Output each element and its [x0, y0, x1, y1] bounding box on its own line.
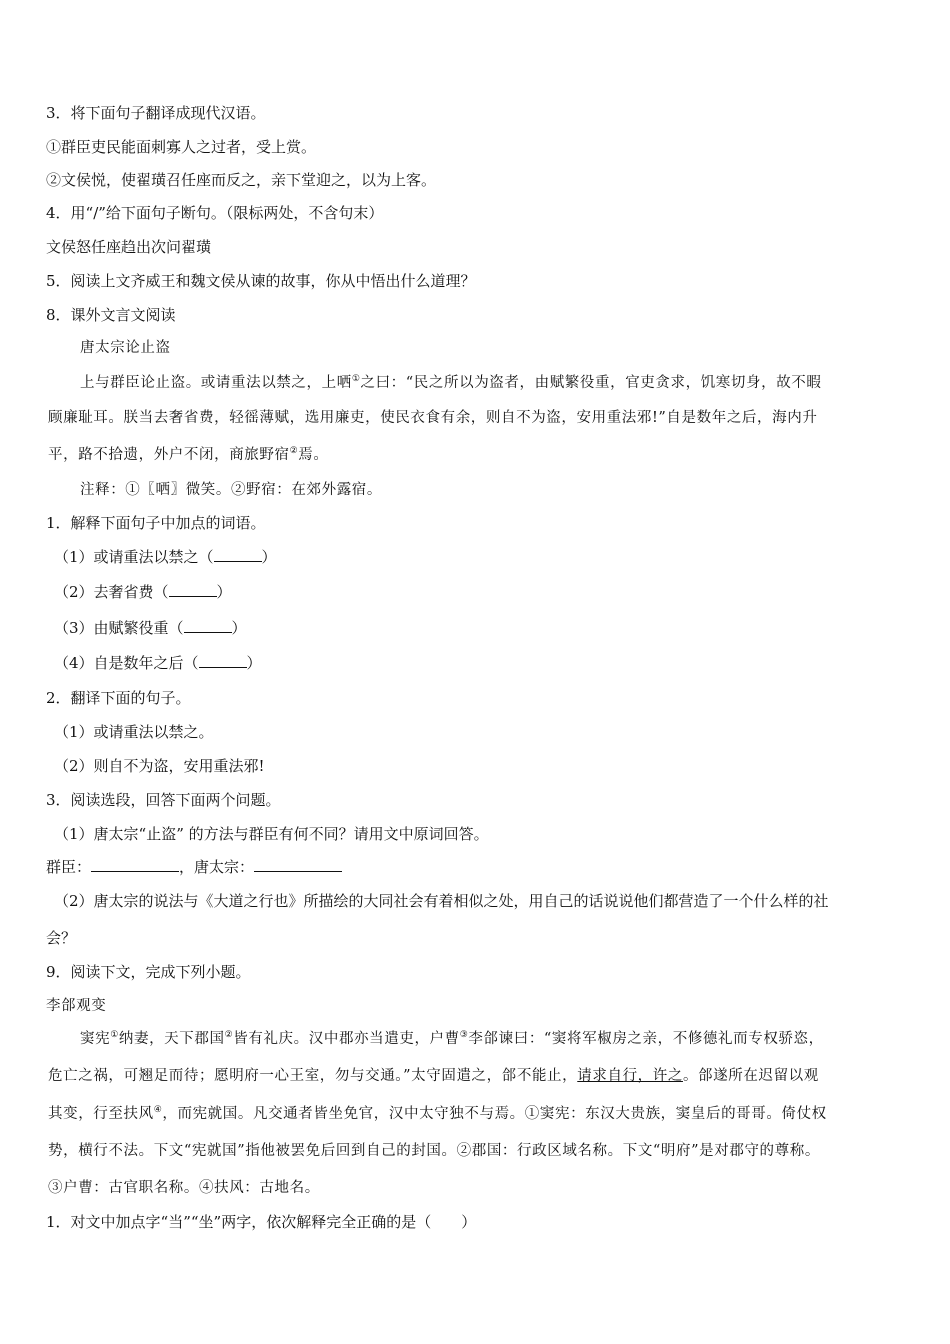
q8-sub2-item: （1）或请重法以禁之。: [54, 723, 214, 741]
q9-passage-line: 窦宪①纳妻，天下郡国②皆有礼庆。汉中郡亦当遣吏，户曹③李郃谏曰：“窦将军椒房之亲，不修德礼而专权骄恣，: [80, 1030, 824, 1047]
q9-notes-line: ③户曹：古官职名称。④扶风：古地名。: [48, 1180, 320, 1196]
question-4-title: 4．用“/”给下面句子断句。（限标两处，不含句末）: [46, 204, 384, 222]
q9-passage-title: 李郃观变: [46, 998, 107, 1014]
footnote-marker: ③: [459, 1030, 469, 1041]
footnote-marker: ①: [351, 374, 361, 385]
q8-sub3-item: （2）唐太宗的说法与《大道之行也》所描绘的大同社会有着相似之处，用自己的话说说他们都营造了一个什么样的社: [54, 892, 829, 910]
answer-blank[interactable]: [91, 857, 179, 872]
q8-passage-line: 上与群臣论止盗。或请重法以禁之，上哂①之曰：“民之所以为盗者，由赋繁役重，官吏贪求，饥寒切身，故不暇: [80, 374, 822, 391]
q9-sub1-title: 1．对文中加点字“当”“坐”两字，依次解释完全正确的是（ ）: [46, 1213, 477, 1231]
q8-sub2-title: 2．翻译下面的句子。: [46, 689, 191, 707]
q8-sub1-item: （1）或请重法以禁之（ ）: [54, 548, 277, 566]
q8-sub3-title: 3．阅读选段，回答下面两个问题。: [46, 791, 281, 809]
q8-passage-line: 顾廉耻耳。朕当去奢省费，轻徭薄赋，选用廉吏，使民衣食有余，则自不为盗，安用重法邪!”自是数年之后，海内升: [48, 410, 818, 426]
footnote-marker: ④: [153, 1105, 163, 1116]
q8-sub1-item: （3）由赋繁役重（ ）: [54, 619, 247, 637]
footnote-marker: ②: [289, 446, 299, 457]
q8-passage-title: 唐太宗论止盗: [80, 340, 171, 356]
q8-sub1-item: （4）自是数年之后（ ）: [54, 654, 262, 672]
footnote-marker: ②: [224, 1030, 234, 1041]
q8-sub3-item-cont: 会？: [46, 929, 77, 947]
q8-sub3-fill: 群臣： ，唐太宗：: [46, 857, 342, 877]
q9-passage-line: 其变，行至扶风④，而宪就国。凡交通者皆坐免官，汉中太守独不与焉。①窦宪：东汉大贵族，窦皇后的哥哥。倚仗权: [48, 1105, 827, 1122]
q3-sentence-2: ②文侯悦，使翟璜召任座而反之，亲下堂迎之，以为上客。: [46, 171, 437, 189]
answer-blank[interactable]: [169, 582, 217, 597]
question-3-title: 3．将下面句子翻译成现代汉语。: [46, 104, 266, 122]
q8-sub1-title: 1．解释下面句子中加点的词语。: [46, 514, 266, 532]
q9-notes-line: 势，横行不法。下文“宪就国”指他被罢免后回到自己的封国。②郡国：行政区域名称。下文“明府”是对郡守的尊称。: [48, 1143, 820, 1159]
q9-passage-line: 危亡之祸，可翘足而待；愿明府一心王室，勿与交通。”太守固遣之，郃不能止，请求自行，许之。郃遂所在迟留以观: [48, 1068, 819, 1084]
q3-sentence-1: ①群臣吏民能面刺寡人之过者，受上赏。: [46, 138, 317, 156]
q8-passage-line: 平，路不拾遗，外户不闭，商旅野宿②焉。: [48, 446, 329, 463]
answer-blank[interactable]: [184, 618, 232, 633]
footnote-marker: ①: [110, 1030, 119, 1041]
underlined-phrase: 请求自行，许之: [577, 1068, 683, 1084]
q8-sub1-item: （2）去奢省费（ ）: [54, 583, 232, 601]
answer-blank[interactable]: [199, 653, 247, 668]
q8-sub3-item: （1）唐太宗“止盗” 的方法与群臣有何不同？请用文中原词回答。: [54, 825, 489, 843]
answer-blank[interactable]: [214, 547, 262, 562]
question-9-title: 9．阅读下文，完成下列小题。: [46, 963, 251, 981]
q8-sub2-item: （2）则自不为盗，安用重法邪!: [54, 757, 265, 775]
q4-text: 文侯怒任座趋出次问翟璜: [46, 238, 212, 256]
q8-notes: 注释：①〖哂〗微笑。②野宿：在郊外露宿。: [80, 482, 382, 498]
question-8-title: 8．课外文言文阅读: [46, 306, 176, 324]
question-5-title: 5．阅读上文齐威王和魏文侯从谏的故事，你从中悟出什么道理？: [46, 272, 476, 290]
answer-blank[interactable]: [254, 857, 342, 872]
